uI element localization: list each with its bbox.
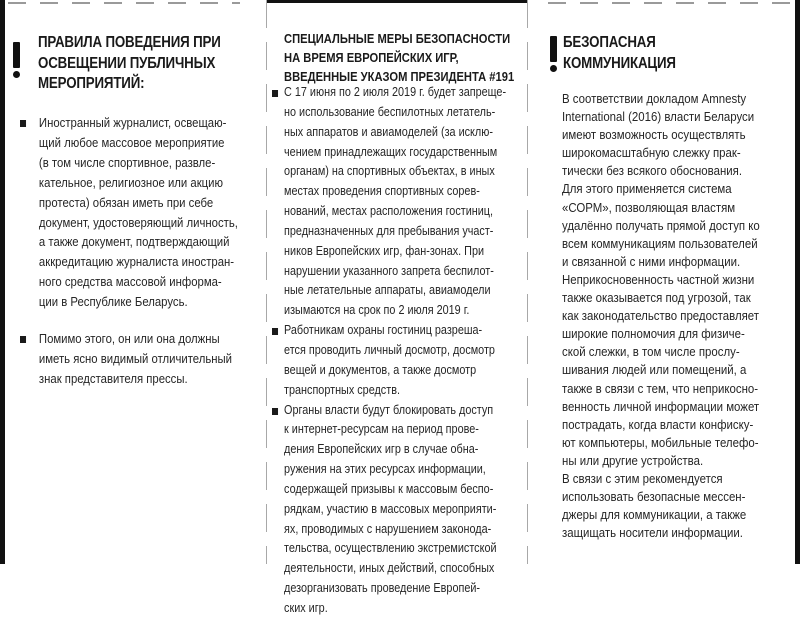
text-line: венность личной информации может bbox=[562, 398, 760, 414]
text-line: кательное, религиозное или акцию bbox=[38, 174, 224, 190]
text-line: ружения на этих ресурсах информации, bbox=[284, 462, 486, 477]
list-item bbox=[20, 329, 238, 389]
text-line: местах проведения спортивных сорев- bbox=[284, 184, 480, 199]
text-line: В соответствии докладом Amnesty bbox=[562, 91, 747, 106]
text-line: аккредитацию журналиста иностран- bbox=[38, 254, 235, 270]
bullet-icon bbox=[20, 120, 26, 127]
text-line: International (2016) власти Беларуси bbox=[562, 109, 755, 125]
text-line: изымаются на срок по 2 июля 2019 г. bbox=[284, 303, 470, 318]
title-line: СПЕЦИАЛЬНЫЕ МЕРЫ БЕЗОПАСНОСТИ bbox=[284, 31, 511, 46]
text-line: пострадать, когда власти конфиску- bbox=[562, 416, 754, 432]
text-line: содержащей призывы к массовым беспо- bbox=[284, 481, 494, 496]
rules-list bbox=[20, 113, 238, 389]
text-line: также в связи с тем, что неприкосно- bbox=[562, 380, 759, 396]
text-line: Помимо этого, он или она должны bbox=[38, 331, 220, 347]
text-line: а также документ, подтверждающий bbox=[38, 234, 230, 250]
text-line: удалённо получать прямой доступ ко bbox=[562, 217, 760, 233]
text-line: рядкам, участию в массовых мероприяти- bbox=[284, 501, 497, 516]
bullet-icon bbox=[272, 408, 278, 415]
text-line: знак представителя прессы. bbox=[38, 370, 188, 386]
text-line: широкомасштабную слежку прак- bbox=[562, 145, 741, 161]
title-line: КОММУНИКАЦИЯ bbox=[563, 54, 676, 72]
text-line: дения Европейских игр в случае обна- bbox=[284, 442, 479, 457]
text-line: органам) на спортивных объектах, в иных bbox=[284, 164, 495, 179]
text-line: ях, проводимых с нарушением законода- bbox=[284, 521, 492, 536]
text-line: протеста) обязан иметь при себе bbox=[38, 194, 214, 210]
text-line: ного средства массовой информа- bbox=[38, 274, 222, 290]
text-line: предназначенных для пребывания участ- bbox=[284, 223, 494, 238]
text-line: всем коммуникациям пользователей bbox=[562, 235, 758, 251]
text-line: джеры для коммуникации, а также bbox=[562, 507, 747, 523]
text-line: С 17 июня по 2 июля 2019 г. будет запреще- bbox=[284, 85, 507, 99]
list-item bbox=[272, 83, 506, 321]
text-line: иметь ясно видимый отличительный bbox=[38, 350, 233, 366]
text-line: но использование беспилотных летатель- bbox=[284, 104, 496, 119]
text-line: защищать носители информации. bbox=[562, 525, 743, 541]
text-line: Неприкосновенность частной жизни bbox=[562, 271, 755, 287]
title-line: ОСВЕЩЕНИИ ПУБЛИЧНЫХ bbox=[38, 54, 216, 72]
text-line: вещей и документов, а также досмотр bbox=[284, 362, 477, 377]
text-line: ных аппаратов и авиамоделей (за исклю- bbox=[284, 124, 493, 139]
text-line: шивания людей или помещений, а bbox=[562, 362, 747, 378]
text-line: нарушении указанного запрета беспилот- bbox=[284, 263, 494, 278]
title-line: БЕЗОПАСНАЯ bbox=[563, 34, 656, 51]
text-line: широкие полномочия для физиче- bbox=[562, 326, 745, 342]
text-line: как законодательство предоставляет bbox=[562, 308, 760, 324]
panel-safe-communication bbox=[528, 0, 795, 564]
bullet-icon bbox=[20, 336, 26, 343]
text-line: нований, местах расположения гостиниц, bbox=[284, 204, 494, 219]
text-line: ции в Республике Беларусь. bbox=[38, 294, 188, 310]
bullet-icon bbox=[272, 328, 278, 335]
text-line: «СОРМ», позволяющая властям bbox=[562, 199, 736, 215]
text-line: тельства, осуществлению экстремистской bbox=[284, 541, 497, 556]
panel-title bbox=[284, 29, 514, 86]
text-line: ских игр. bbox=[284, 600, 328, 615]
list-item bbox=[272, 401, 506, 619]
title-line: МЕРОПРИЯТИЙ: bbox=[38, 75, 145, 92]
communication-paragraph bbox=[562, 90, 760, 542]
text-line: ют компьютеры, мобильные телефо- bbox=[562, 434, 759, 450]
text-line: ников Европейских игр, фан-зонах. При bbox=[284, 243, 485, 258]
text-line: транспортных средств. bbox=[284, 382, 400, 397]
list-item bbox=[272, 321, 506, 400]
text-line: ской слежки, в том числе прослу- bbox=[562, 344, 740, 360]
text-line: Для этого применяется система bbox=[562, 181, 732, 197]
text-line: дезорганизовать проведение Европей- bbox=[284, 581, 481, 596]
text-line: щий любое массовое мероприятие bbox=[38, 134, 225, 150]
panel-security-measures bbox=[267, 0, 527, 615]
text-line: тически без всякого обоснования. bbox=[562, 163, 743, 179]
text-line: имеют возможность осуществлять bbox=[562, 127, 746, 143]
text-line: (в том числе спортивное, развле- bbox=[38, 154, 216, 170]
panel-public-events-rules bbox=[5, 0, 266, 564]
title-line: ПРАВИЛА ПОВЕДЕНИЯ ПРИ bbox=[38, 34, 221, 51]
title-line: ВВЕДЕННЫЕ УКАЗОМ ПРЕЗИДЕНТА #191 bbox=[284, 69, 515, 84]
text-line: Иностранный журналист, освещаю- bbox=[38, 115, 227, 130]
panel-title bbox=[38, 33, 221, 95]
bullet-icon bbox=[272, 90, 278, 97]
text-line: также оказывается под угрозой, так bbox=[562, 290, 751, 306]
text-line: ется проводить личный досмотр, досмотр bbox=[284, 342, 495, 357]
text-line: и связанной с ними информации. bbox=[562, 253, 741, 269]
text-line: Работникам охраны гостиниц разреша- bbox=[284, 323, 483, 338]
panel-title bbox=[563, 33, 676, 74]
text-line: документ, удостоверяющий личность, bbox=[38, 214, 238, 230]
text-line: ны или другие устройства. bbox=[562, 452, 704, 468]
text-line: В связи с этим рекомендуется bbox=[562, 470, 723, 486]
page-border-right bbox=[795, 0, 800, 564]
text-line: Органы власти будут блокировать доступ bbox=[284, 402, 494, 417]
measures-list bbox=[272, 83, 506, 619]
title-line: НА ВРЕМЯ ЕВРОПЕЙСКИХ ИГР, bbox=[284, 50, 459, 65]
text-line: к интернет-ресурсам на период прове- bbox=[284, 422, 479, 437]
list-item bbox=[20, 113, 238, 312]
text-line: ные летательные аппараты, авиамодели bbox=[284, 283, 491, 298]
text-line: чением принадлежащих государственным bbox=[284, 144, 498, 159]
text-line: использовать безопасные мессен- bbox=[562, 489, 746, 505]
text-line: деятельности, иных действий, способных bbox=[284, 561, 495, 576]
